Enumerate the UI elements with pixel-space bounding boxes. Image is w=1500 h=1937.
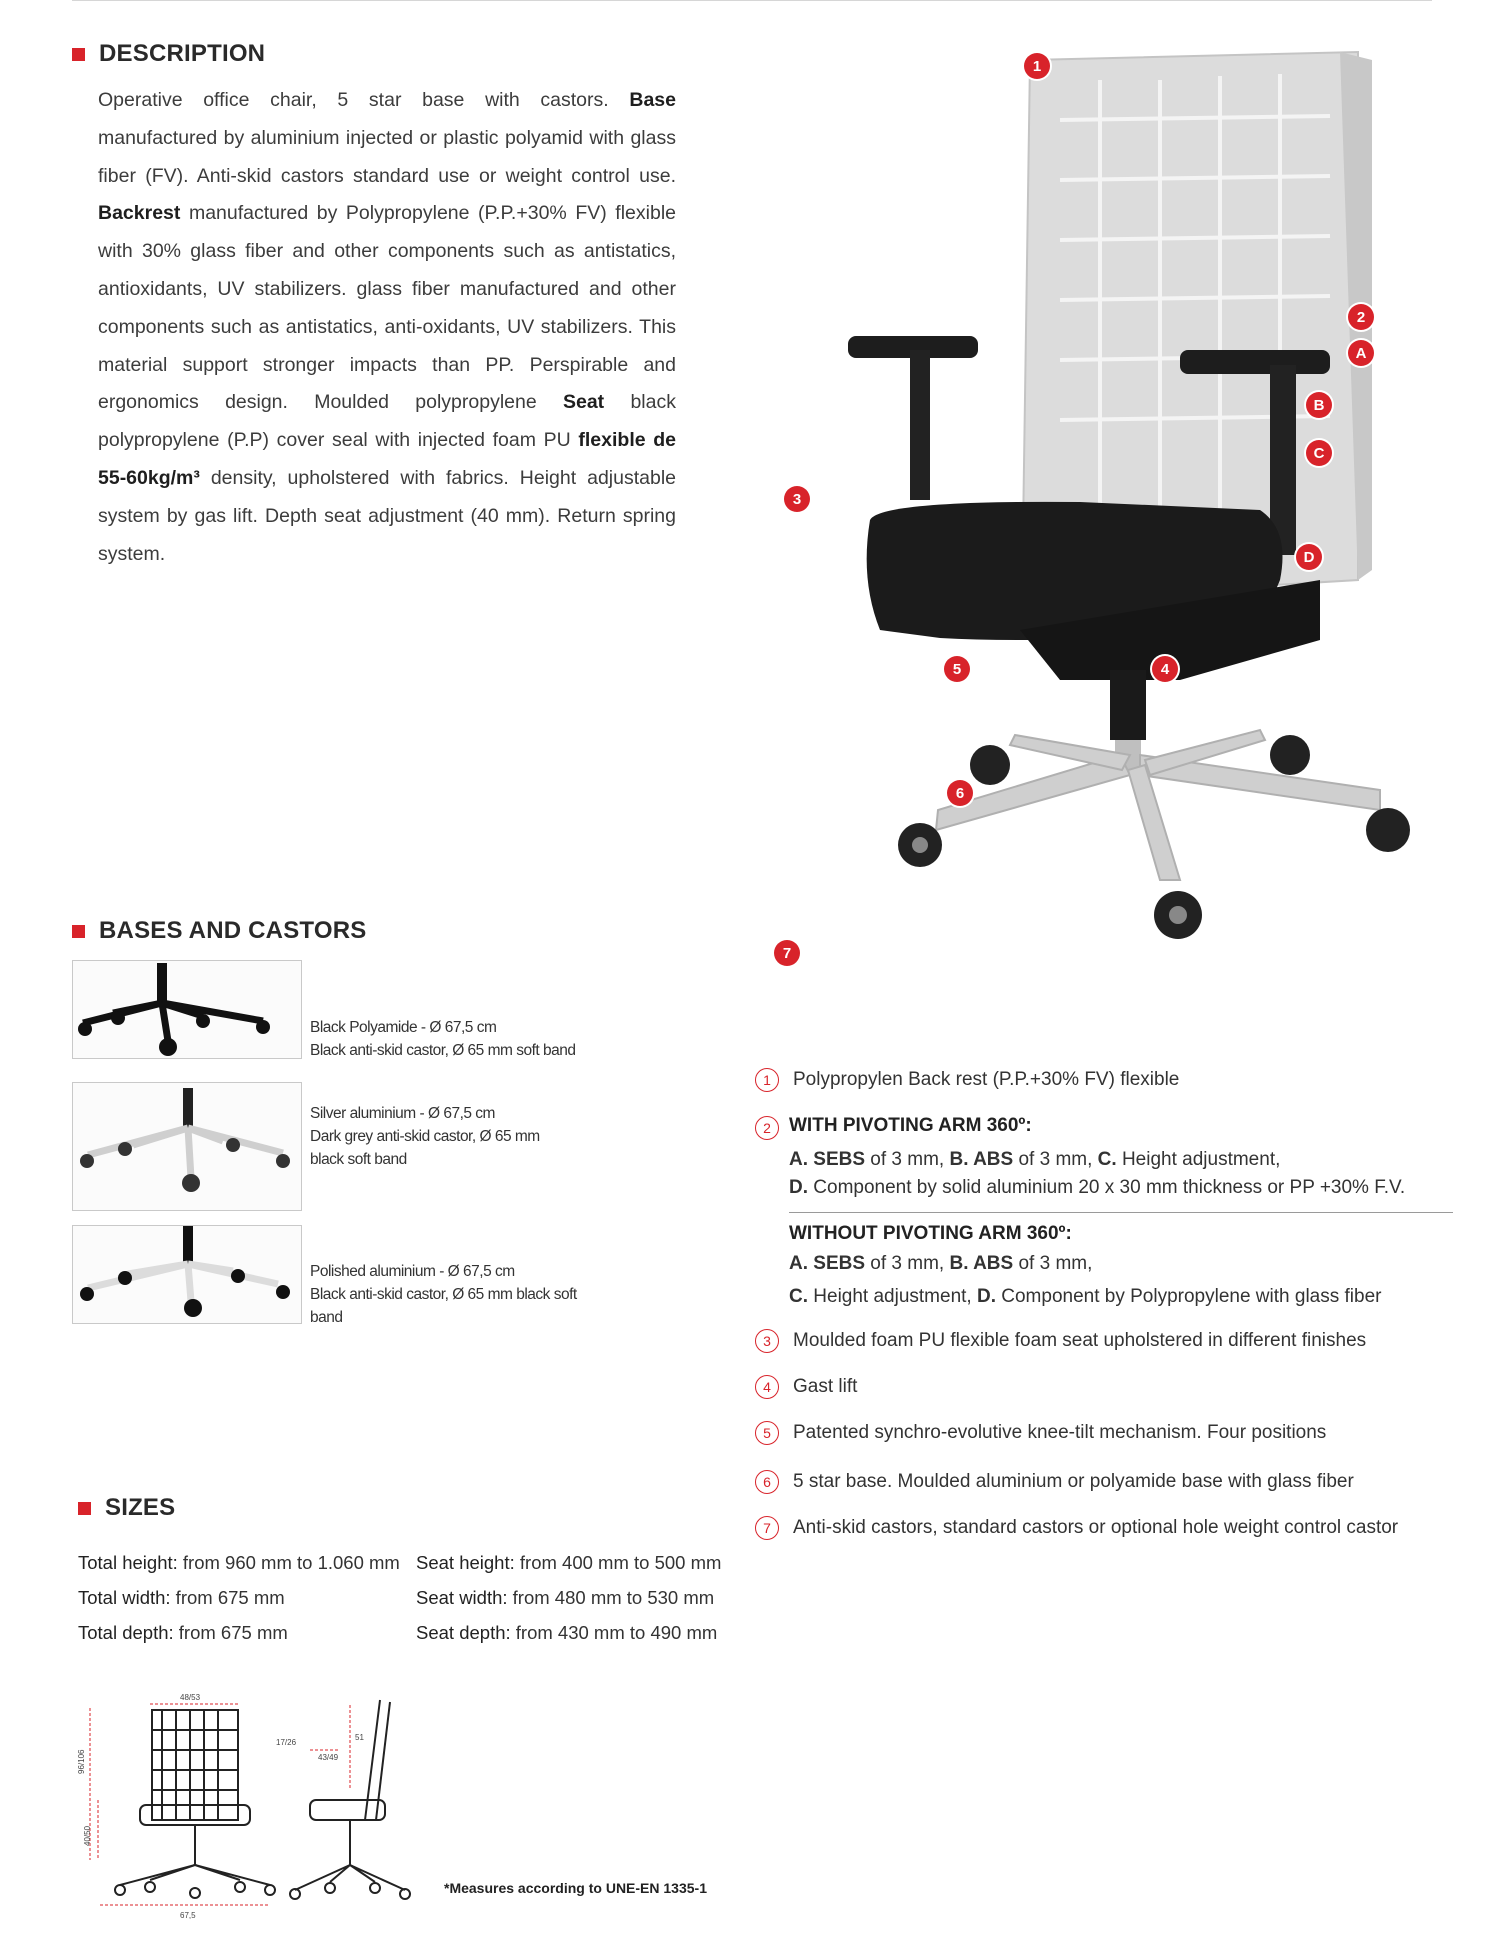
description-segment: Base [629,89,676,111]
feature-4-text: Gast lift [793,1376,858,1397]
dim-front-left-2: 40/50 [83,1825,92,1846]
marker-D: D [1296,544,1322,570]
feature-2-line-3-segment: A. SEBS [789,1253,866,1274]
dim-front-left-1: 96/106 [77,1749,86,1774]
feature-number-3: 3 [755,1329,779,1353]
marker-B: B [1306,392,1332,418]
feature-2-line-2 [789,1174,1405,1202]
bases-heading [72,917,366,945]
description-heading-text: DESCRIPTION [99,40,266,67]
description-heading [72,40,265,68]
description-text [98,82,676,573]
feature-2-line-3 [789,1250,1092,1278]
bullet-square [78,1502,91,1515]
gas-lift [1110,670,1146,740]
side-view [290,1700,410,1899]
marker-6: 6 [947,780,973,806]
feature-number-5: 5 [755,1421,779,1445]
marker-3: 3 [784,486,810,512]
feature-2-line-1-segment: B. ABS [949,1149,1014,1170]
sizes-right-column [416,1545,721,1650]
chair-photo [760,40,1460,1000]
feature-2-line-1-segment: C. [1097,1149,1117,1170]
feature-1-text: Polypropylen Back rest (P.P.+30% FV) flexible [793,1069,1180,1090]
description-segment: flexible de 55-60kg/m³ [98,429,676,489]
size-seat-width: Seat width: from 480 mm to 530 mm [416,1587,715,1608]
feature-2-line-3-segment: of 3 mm, [1013,1253,1093,1274]
size-seat-depth: Seat depth: from 430 mm to 490 mm [416,1622,718,1643]
castor-hubs [912,837,1187,924]
feature-2-line-4 [789,1283,1381,1311]
dim-side-a: 17/26 [276,1738,297,1747]
feature-number-7: 7 [755,1516,779,1540]
size-total-depth: Total depth: from 675 mm [78,1622,288,1643]
feature-number-6: 6 [755,1470,779,1494]
marker-5: 5 [944,656,970,682]
feature-2-line-1 [789,1146,1280,1174]
sizes-heading [78,1494,175,1522]
base-3-line-3: band [310,1309,343,1326]
base-3-line-1: Polished aluminium - Ø 67,5 cm [310,1263,515,1280]
right-armpad [1180,350,1330,374]
dim-side-b: 43/49 [318,1753,339,1762]
feature-2-line-4-segment: Height adjustment, [808,1286,977,1307]
base-2-line-3: black soft band [310,1151,407,1168]
marker-2: 2 [1348,304,1374,330]
front-view [115,1710,275,1898]
feature-2-divider [789,1212,1453,1213]
description-segment: Seat [562,391,605,414]
feature-2-line-3-segment: B. ABS [949,1253,1014,1274]
feature-2-line-4-segment: Component by Polypropylene with glass fiber [995,1286,1382,1307]
feature-3-text: Moulded foam PU flexible foam seat upholstered in different finishes [793,1330,1367,1351]
marker-1: 1 [1024,53,1050,79]
feature-2-line-2-segment: D. [789,1177,808,1198]
feature-2-title-2: WITHOUT PIVOTING ARM 360º: [789,1223,1072,1244]
marker-C: C [1306,440,1332,466]
left-armpost [910,350,930,500]
feature-2-line-4-segment: D. [976,1286,996,1307]
dim-front-bottom: 67,5 [180,1911,196,1920]
feature-7-text: Anti-skid castors, standard castors or optional hole weight control castor [793,1517,1399,1538]
feature-6-text: 5 star base. Moulded aluminium or polyamide base with glass fiber [793,1471,1354,1492]
base-2-line-1: Silver aluminium - Ø 67,5 cm [310,1105,495,1122]
base-1-line-2: Black anti-skid castor, Ø 65 mm soft band [310,1042,576,1059]
dimension-drawing [77,1690,420,1920]
description-segment: Backrest [98,202,181,225]
size-total-width: Total width: from 675 mm [78,1587,285,1608]
base-text-1 [310,1016,576,1062]
base-image-silver-aluminium [72,1082,302,1211]
base-image-black-polyamide [72,960,302,1059]
description-segment: manufactured by Polypropylene (P.P.+30% FV) flexible with 30% glass fiber and other components such as antistatics, antioxidants, UV stabilizers. glass fiber manufactured and other components such as antistatics, anti-oxidants, UV stabilizers. This material support stronger impacts than PP. Perspirable and ergonomics design. Moulded polypropylene [98,202,676,414]
feature-number-2: 2 [755,1116,779,1140]
marker-A: A [1348,340,1374,366]
sizes-heading-text: SIZES [105,1494,176,1521]
feature-number-4: 4 [755,1375,779,1399]
feature-5-text: Patented synchro-evolutive knee-tilt mechanism. Four positions [793,1422,1327,1443]
feature-2-line-1-segment: Height adjustment, [1116,1149,1281,1170]
description-segment: density, upholstered with fabrics. Height adjustable system by gas lift. Depth seat adjustment (40 mm). Return spring system. [98,466,676,565]
top-divider [72,0,1432,1]
base-3-line-2: Black anti-skid castor, Ø 65 mm black soft [310,1286,577,1303]
base-text-3 [310,1260,577,1329]
bases-heading-text: BASES AND CASTORS [99,917,367,944]
feature-2-line-1-segment: of 3 mm, [865,1149,950,1170]
measures-note: *Measures according to UNE-EN 1335-1 [444,1880,707,1896]
size-total-height: Total height: from 960 mm to 1.060 mm [78,1552,400,1573]
base-text-2 [310,1102,540,1171]
feature-2-line-1-segment: of 3 mm, [1013,1149,1098,1170]
bullet-square [72,48,85,61]
feature-2-line-3-segment: of 3 mm, [865,1253,950,1274]
base-1-line-1: Black Polyamide - Ø 67,5 cm [310,1019,497,1036]
base-image-polished-aluminium [72,1225,302,1324]
dim-front-top: 48/53 [180,1693,201,1702]
marker-4: 4 [1152,656,1178,682]
description-segment: black polypropylene (P.P) cover seal with injected foam PU [98,391,676,452]
feature-2-line-2-segment: Component by solid aluminium 20 x 30 mm thickness or PP +30% F.V. [808,1177,1406,1198]
feature-2-title: WITH PIVOTING ARM 360º: [789,1115,1032,1136]
marker-7: 7 [774,940,800,966]
size-seat-height: Seat height: from 400 mm to 500 mm [416,1552,722,1573]
description-segment: Operative office chair, 5 star base with castors. [98,89,630,111]
dim-side-c: 51 [355,1733,364,1742]
feature-2-line-4-segment: C. [789,1286,808,1307]
feature-number-1: 1 [755,1068,779,1092]
bullet-square [72,925,85,938]
feature-2-line-1-segment: A. SEBS [789,1149,866,1170]
description-segment: manufactured by aluminium injected or plastic polyamid with glass fiber (FV). Anti-skid castors standard use or weight control use. [98,126,676,187]
sizes-left-column [78,1545,400,1650]
base-2-line-2: Dark grey anti-skid castor, Ø 65 mm [310,1128,540,1145]
